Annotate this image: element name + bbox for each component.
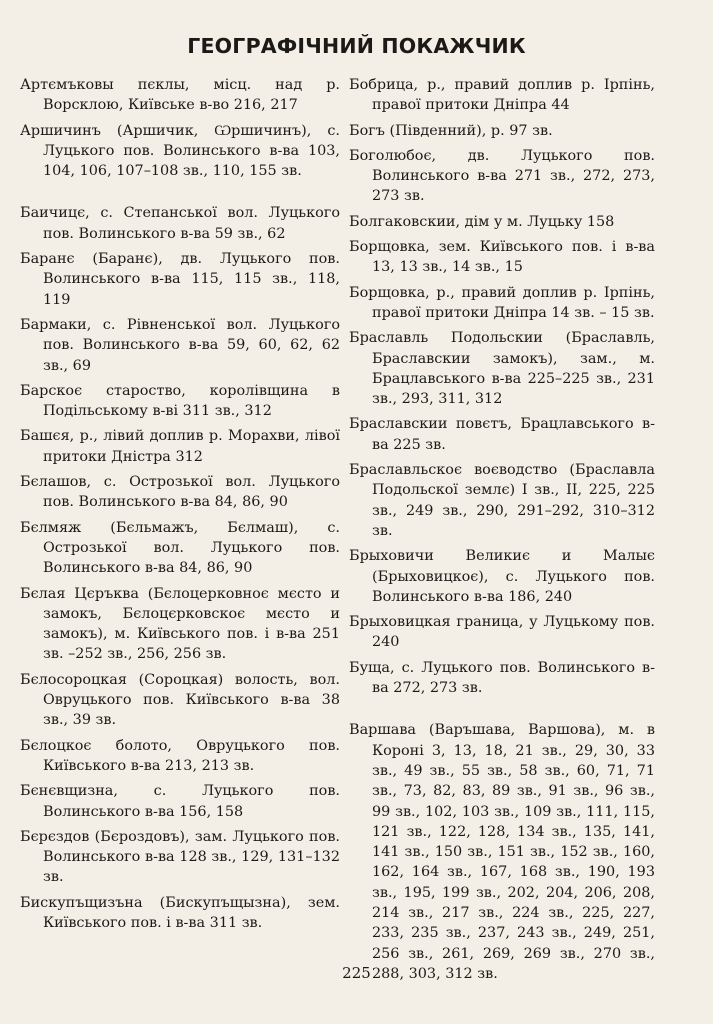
index-entry: Брыховицкая граница, у Луцькому пов. 240 — [349, 614, 655, 651]
index-entry: Варшава (Варъшава, Варшова), м. в Короні 3, 13, 18, 21 зв., 29, 30, 33 зв., 49 зв., 55 зв., 58 зв., 60, 71, 71 зв., 73, 82, 83, 89 зв., 91 зв., 96 зв., 99 зв., 102, 103 зв., 109 зв., 111, 115, 121 зв., 122, 128, 134 зв., 135, 141, 141 зв., 150 зв., 151 зв., 152 зв., 160, 162, 164 зв., 167, 168 зв., 190, 193 зв., 195, 199 зв., 202, 204, 206, 208, 214 зв., 217 зв., 224 зв., 225, 227, 233, 235 зв., 237, 243 зв., 249, 251, 256 зв., 261, 269, 269 зв., 270 зв., 288, 303, 312 зв. — [349, 722, 655, 982]
index-entry: Бєлоцкоє болото, Овруцького пов. Київського в-ва 213, 213 зв. — [20, 737, 340, 774]
index-entry: Борщовка, зем. Київського пов. і в-ва 13, 13 зв., 14 зв., 15 — [349, 239, 655, 276]
index-entry: Баичицє, с. Степанської вол. Луцького пов. Волинського в-ва 59 зв., 62 — [20, 205, 340, 242]
index-entry: Аршичинъ (Аршичик, Ѡршичинъ), с. Луцького пов. Волинського в-ва 103, 104, 106, 107–108 зв., 110, 155 зв. — [20, 122, 340, 180]
index-entry: Бармаки, с. Рівненської вол. Луцького пов. Волинського в-ва 59, 60, 62, 62 зв., 69 — [20, 316, 340, 374]
right-column — [349, 75, 655, 989]
index-entry: Браславскии повєтъ, Брацлавського в-ва 225 зв. — [349, 416, 655, 453]
index-entry: Бєлашов, с. Острозької вол. Луцького пов. Волинського в-ва 84, 86, 90 — [20, 474, 340, 511]
left-column — [20, 75, 340, 938]
index-entry: Браславльскоє воєводство (Браславла Подольскої землє) І зв., ІІ, 225, 225 зв., 249 зв., 290, 291–292, 310–312 зв. — [349, 462, 655, 539]
index-entry: Башєя, р., лівий доплив р. Морахви, лівої притоки Дністра 312 — [20, 428, 340, 465]
index-entry: Бєлая Цєръква (Бєлоцерковноє мєсто и замокъ, Бєлоцєрковскоє мєсто и замокъ), м. Київського пов. і в-ва 251 зв. –252 зв., 256, 256 зв. — [20, 585, 340, 663]
index-entry: Бєлосороцкая (Сороцкая) волость, вол. Овруцького пов. Київського в-ва 38 зв., 39 зв. — [20, 671, 340, 729]
page-number: 225 — [342, 964, 371, 982]
index-entry: Болгаковскии, дім у м. Луцьку 158 — [349, 213, 615, 230]
index-entry: Бискупъщизъна (Бискупъщызна), зем. Київського пов. і в-ва 311 зв. — [20, 894, 340, 931]
index-entry: Барскоє староство, королівщина в Подільському в-ві 311 зв., 312 — [20, 382, 340, 420]
index-entry: Бєрєздов (Бєроздовъ), зам. Луцького пов. Волинського в-ва 128 зв., 129, 131–132 зв. — [20, 828, 340, 886]
index-entry: Браславль Подольскии (Браславль, Браславскии замокъ), зам., м. Брацлавського в-ва 225–225 зв., 231 зв., 293, 311, 312 — [349, 330, 655, 408]
index-entry: Бєнєвщизна, с. Луцького пов. Волинського в-ва 156, 158 — [20, 783, 340, 820]
page-title: ГЕОГРАФІЧНИЙ ПОКАЖЧИК — [187, 34, 526, 58]
index-entry: Бєлмяж (Бєльмажъ, Бєлмаш), с. Острозької вол. Луцького пов. Волинського в-ва 84, 86, 90 — [20, 519, 340, 577]
index-entry: Богъ (Південний), р. 97 зв. — [349, 122, 553, 139]
index-entry: Буща, с. Луцького пов. Волинського в-ва 272, 273 зв. — [349, 659, 655, 697]
index-entry: Артємъковы пєклы, місц. над р. Ворсклою, Київське в-во 216, 217 — [20, 77, 340, 114]
index-entry: Борщовка, р., правий доплив р. Ірпінь, правої притоки Дніпра 14 зв. – 15 зв. — [349, 284, 655, 321]
index-entry: Боголюбоє, дв. Луцького пов. Волинського в-ва 271 зв., 272, 273, 273 зв. — [349, 147, 655, 205]
index-entry: Бобрица, р., правий доплив р. Ірпінь, правої притоки Дніпра 44 — [349, 77, 655, 114]
index-entry: Брыховичи Великиє и Малыє (Брыховицкоє), с. Луцького пов. Волинського в-ва 186, 240 — [349, 548, 655, 605]
index-entry: Баранє (Баранє), дв. Луцького пов. Волинського в-ва 115, 115 зв., 118, 119 — [20, 251, 340, 308]
